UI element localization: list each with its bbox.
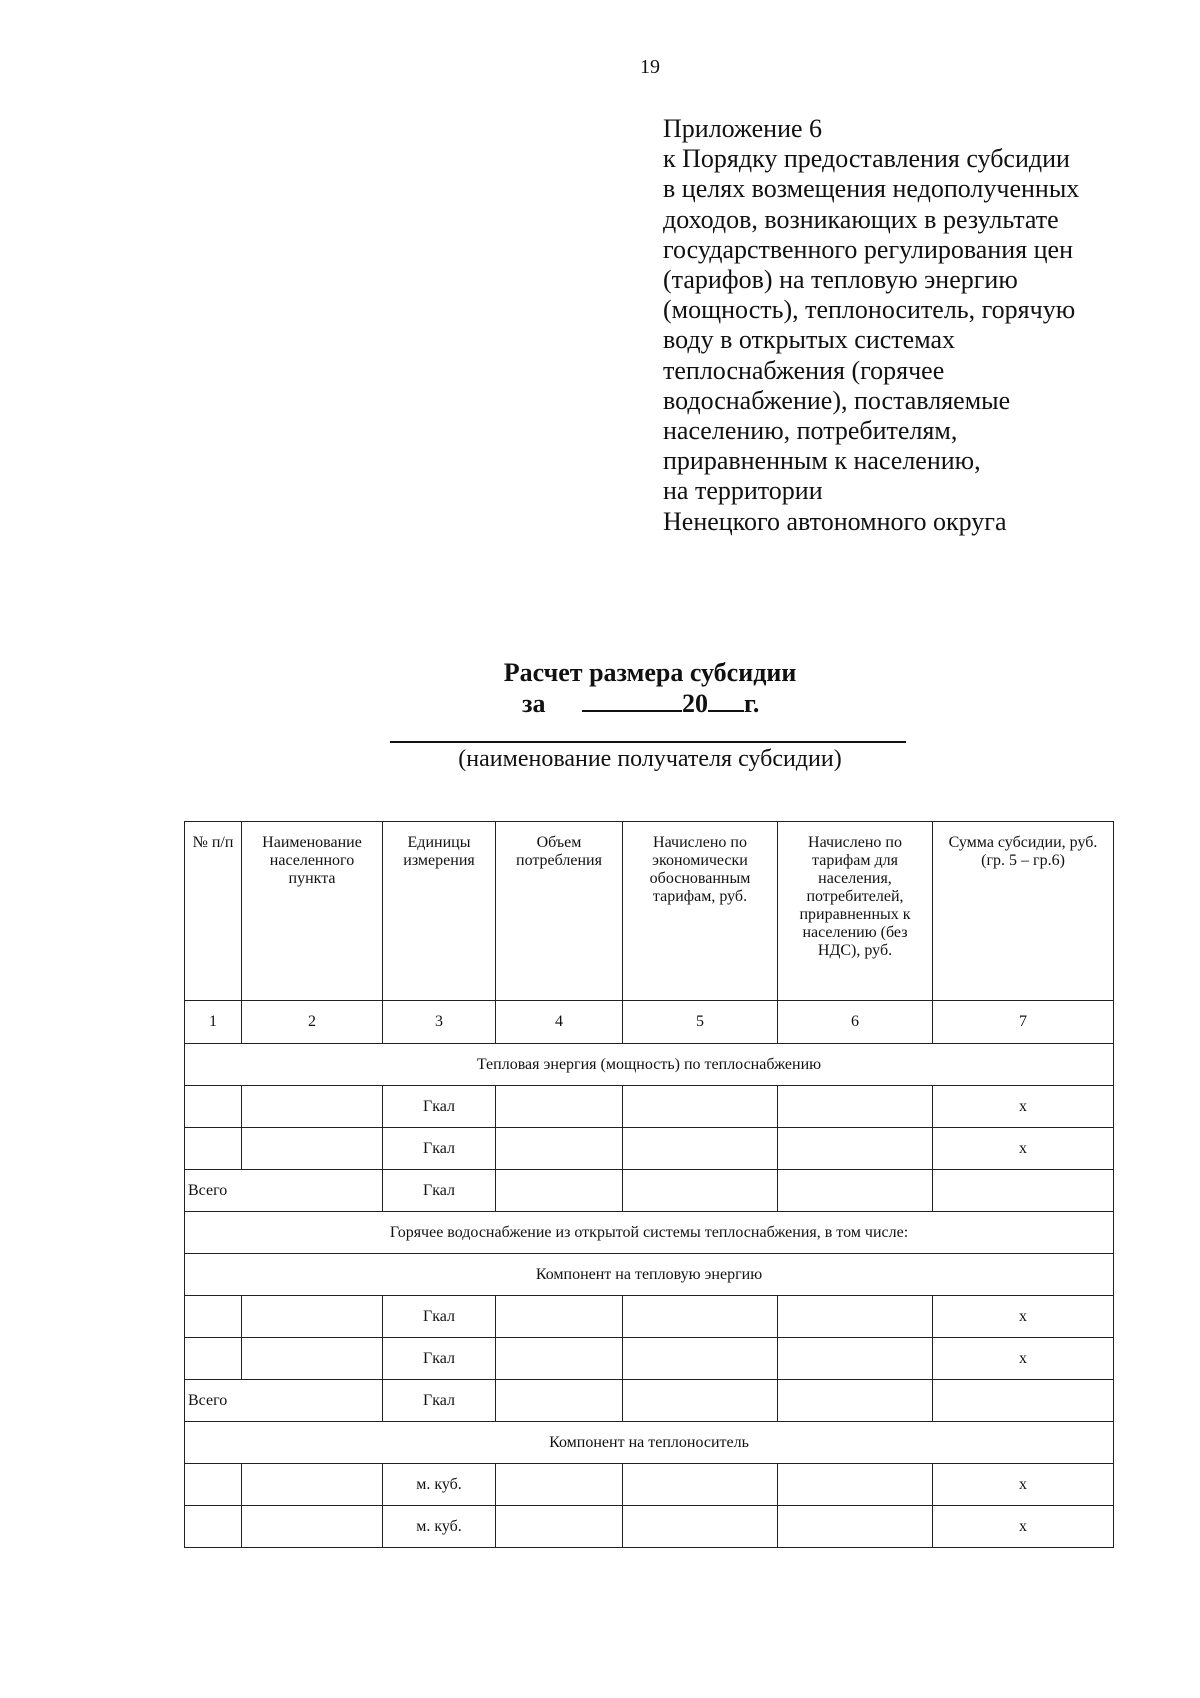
table-row xyxy=(185,1086,1114,1128)
total-row xyxy=(185,1380,1114,1422)
header-units: Единицы измерения xyxy=(383,822,496,1001)
cell-volume xyxy=(496,1128,623,1170)
table-row xyxy=(185,1128,1114,1170)
cell-population xyxy=(778,1506,933,1548)
appendix-line: (мощность), теплоноситель, горячую xyxy=(663,295,1076,325)
cell-economic xyxy=(623,1296,778,1338)
cell-locality xyxy=(242,1464,383,1506)
cell-locality xyxy=(242,1086,383,1128)
cell-subsidy: x xyxy=(933,1338,1114,1380)
year-blank xyxy=(708,688,744,712)
cell-volume xyxy=(496,1464,623,1506)
section-hot-water: Горячее водоснабжение из открытой системы теплоснабжения, в том числе: xyxy=(185,1212,1114,1254)
total-row xyxy=(185,1170,1114,1212)
column-number: 7 xyxy=(933,1001,1114,1044)
page-number: 19 xyxy=(640,56,660,78)
column-number-row xyxy=(185,1001,1114,1044)
cell-economic xyxy=(623,1170,778,1212)
header-subsidy-sum: Сумма субсидии, руб. (гр. 5 – гр.6) xyxy=(933,822,1114,1001)
cell-volume xyxy=(496,1380,623,1422)
column-number: 3 xyxy=(383,1001,496,1044)
total-label: Всего xyxy=(185,1170,383,1212)
column-number: 2 xyxy=(242,1001,383,1044)
cell-locality xyxy=(242,1296,383,1338)
cell-unit: м. куб. xyxy=(383,1464,496,1506)
table-row xyxy=(185,1464,1114,1506)
recipient-caption: (наименование получателя субсидии) xyxy=(458,746,842,772)
cell-economic xyxy=(623,1380,778,1422)
cell-subsidy: x xyxy=(933,1296,1114,1338)
appendix-line: доходов, возникающих в результате xyxy=(663,204,1059,234)
cell-locality xyxy=(242,1338,383,1380)
cell-population xyxy=(778,1086,933,1128)
period-suffix: г. xyxy=(743,689,760,718)
section-heat-component: Компонент на тепловую энергию xyxy=(185,1254,1114,1296)
section-coolant-component: Компонент на теплоноситель xyxy=(185,1422,1114,1464)
cell-subsidy: x xyxy=(933,1086,1114,1128)
cell-volume xyxy=(496,1338,623,1380)
table-row xyxy=(185,1296,1114,1338)
appendix-line: к Порядку предоставления субсидии xyxy=(663,144,1070,174)
appendix-line: воду в открытых системах xyxy=(663,325,956,355)
appendix-line: государственного регулирования цен xyxy=(663,234,1073,264)
cell-volume xyxy=(496,1506,623,1548)
header-population-tariff: Начислено по тарифам для населения, потребителей, приравненных к населению (без НДС), руб. xyxy=(778,822,933,1001)
cell-unit: Гкал xyxy=(383,1086,496,1128)
cell-economic xyxy=(623,1086,778,1128)
header-economic-tariff: Начислено по экономически обоснованным тарифам, руб. xyxy=(623,822,778,1001)
section-row xyxy=(185,1212,1114,1254)
cell-economic xyxy=(623,1464,778,1506)
cell-population xyxy=(778,1380,933,1422)
period-blank xyxy=(582,688,682,712)
appendix-line: водоснабжение), поставляемые xyxy=(663,385,1011,415)
period-prefix: за xyxy=(522,689,546,718)
cell-unit: Гкал xyxy=(383,1338,496,1380)
appendix-line: приравненным к населению, xyxy=(663,446,981,476)
cell-locality xyxy=(242,1128,383,1170)
table-row xyxy=(185,1338,1114,1380)
cell-unit: Гкал xyxy=(383,1380,496,1422)
recipient-blank-line xyxy=(390,741,906,743)
appendix-line: теплоснабжения (горячее xyxy=(663,355,945,385)
header-row xyxy=(185,822,1114,1001)
cell-volume xyxy=(496,1086,623,1128)
cell-number xyxy=(185,1464,242,1506)
appendix-line: Ненецкого автономного округа xyxy=(663,506,1007,536)
cell-number xyxy=(185,1086,242,1128)
appendix-line: населению, потребителям, xyxy=(663,416,958,446)
cell-economic xyxy=(623,1128,778,1170)
cell-subsidy: x xyxy=(933,1464,1114,1506)
appendix-line: на территории xyxy=(663,476,823,506)
total-label: Всего xyxy=(185,1380,383,1422)
cell-unit: Гкал xyxy=(383,1170,496,1212)
subsidy-table xyxy=(184,821,1114,1548)
cell-unit: Гкал xyxy=(383,1296,496,1338)
cell-population xyxy=(778,1128,933,1170)
cell-subsidy xyxy=(933,1170,1114,1212)
period-line xyxy=(522,688,759,719)
appendix-line: в целях возмещения недополученных xyxy=(663,174,1080,204)
cell-number xyxy=(185,1506,242,1548)
cell-subsidy: x xyxy=(933,1506,1114,1548)
appendix-line: (тарифов) на тепловую энергию xyxy=(663,265,1018,295)
cell-population xyxy=(778,1338,933,1380)
cell-number xyxy=(185,1296,242,1338)
table-row xyxy=(185,1506,1114,1548)
cell-subsidy: x xyxy=(933,1128,1114,1170)
cell-locality xyxy=(242,1506,383,1548)
header-volume: Объем потребления xyxy=(496,822,623,1001)
appendix-reference xyxy=(663,114,1133,537)
cell-population xyxy=(778,1296,933,1338)
cell-number xyxy=(185,1128,242,1170)
header-number: № п/п xyxy=(185,822,242,1001)
cell-economic xyxy=(623,1506,778,1548)
appendix-line: Приложение 6 xyxy=(663,114,823,143)
column-number: 1 xyxy=(185,1001,242,1044)
cell-volume xyxy=(496,1170,623,1212)
cell-unit: м. куб. xyxy=(383,1506,496,1548)
cell-population xyxy=(778,1170,933,1212)
section-heat-energy: Тепловая энергия (мощность) по теплоснабжению xyxy=(185,1044,1114,1086)
cell-unit: Гкал xyxy=(383,1128,496,1170)
cell-volume xyxy=(496,1296,623,1338)
column-number: 5 xyxy=(623,1001,778,1044)
column-number: 4 xyxy=(496,1001,623,1044)
section-row xyxy=(185,1422,1114,1464)
cell-population xyxy=(778,1464,933,1506)
document-title: Расчет размера субсидии xyxy=(503,658,797,687)
cell-number xyxy=(185,1338,242,1380)
cell-economic xyxy=(623,1338,778,1380)
section-row xyxy=(185,1254,1114,1296)
period-year-prefix: 20 xyxy=(681,689,708,718)
section-row xyxy=(185,1044,1114,1086)
column-number: 6 xyxy=(778,1001,933,1044)
cell-subsidy xyxy=(933,1380,1114,1422)
header-locality: Наименование населенного пункта xyxy=(242,822,383,1001)
